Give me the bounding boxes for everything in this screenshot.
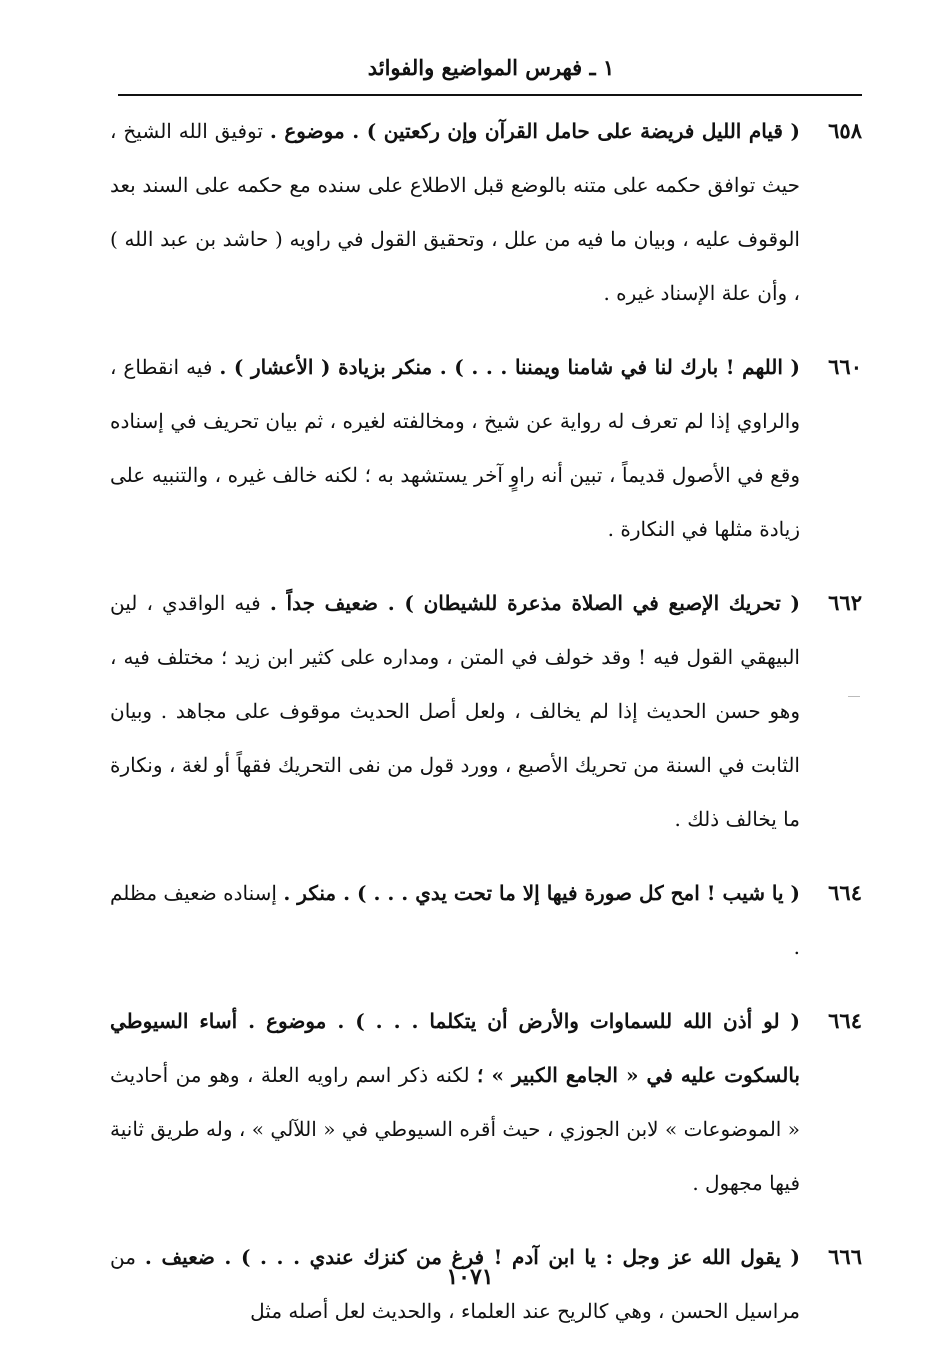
index-entry: [110, 340, 862, 556]
entry-title: ( يا شيب ! امح كل صورة فيها إلا ما تحت يدي . . . ) . منكر .: [283, 881, 801, 905]
entry-body: [110, 340, 800, 556]
entry-title: ( يقول الله عز وجل : يا ابن آدم ! فرغ من كنزك عندي . . . ) . ضعيف .: [144, 1245, 800, 1269]
index-entry: [110, 994, 862, 1210]
entry-number: ٦٦٢: [828, 590, 862, 615]
index-entry: [110, 866, 862, 974]
entry-text: فيه الواقدي ، لين البيهقي القول فيه ! وقد خولف في المتن ، ومداره على كثير ابن زيد ؛ مختلف فيه ، وهو حسن الحديث إذا لم يخالف ، ولعل أصل الحديث موقوف على مجاهد . وبيان الثابت في السنة من تحريك الأصبع ، وورد قول من نفى التحريك فقهاً أو لغة ، ونكارة ما يخالف ذلك .: [110, 591, 801, 831]
entry-number: ٦٦٦: [828, 1244, 862, 1269]
header-rule: [118, 94, 862, 96]
entry-text: إسناده ضعيف مظلم .: [110, 881, 800, 959]
running-header: ١ ـ فهرس المواضيع والفوائد: [367, 55, 615, 80]
entry-title: ( قيام الليل فريضة على حامل القرآن وإن ركعتين ) . موضوع .: [269, 119, 800, 143]
entry-body: [110, 104, 800, 320]
entry-title: ( لو أذن الله للسماوات والأرض أن يتكلما . . . ) . موضوع . أساء السيوطي بالسكوت عليه في « الجامع الكبير » ؛: [110, 1009, 801, 1087]
entry-title: ( اللهم ! بارك لنا في شامنا ويمننا . . . ) . منكر بزيادة ( الأعشار ) .: [219, 355, 800, 379]
entry-text: من مراسيل الحسن ، وهي كالريح عند العلماء ، والحديث لعل أصله مثل: [110, 1245, 800, 1323]
entry-body: [110, 866, 800, 974]
entries-list: [110, 104, 862, 1358]
margin-mark: [848, 696, 860, 697]
entry-number: ٦٦٤: [828, 880, 862, 905]
entry-body: [110, 576, 800, 846]
page-number: ١٠٧١: [446, 1264, 494, 1290]
entry-number: ٦٦٤: [828, 1008, 862, 1033]
entry-number: ٦٥٨: [828, 118, 862, 143]
index-entry: [110, 104, 862, 320]
entry-number: ٦٦٠: [828, 354, 862, 379]
entry-text: فيه انقطاع ، والراوي إذا لم تعرف له رواية عن شيخ ، ومخالفته لغيره ، ثم بيان تحريف في إسناده وقع في الأصول قديماً ، تبين أنه راوٍ آخر يستشهد به ؛ لكنه خالف غيره ، والتنبيه على زيادة مثلها في النكارة .: [110, 355, 800, 541]
entry-text: لكنه ذكر اسم راويه العلة ، وهو من أحاديث « الموضوعات » لابن الجوزي ، حيث أقره السيوطي في « اللآلي » ، وله طريق ثانية فيها مجهول .: [110, 1063, 800, 1195]
entry-body: [110, 994, 800, 1210]
entry-text: توفيق الله الشيخ ، حيث توافق حكمه على متنه بالوضع قبل الاطلاع على سنده مع حكمه على السند بعد الوقوف عليه ، وبيان ما فيه من علل ، وتحقيق القول في راويه ( حاشد بن عبد الله ) ، وأن علة الإسناد غيره .: [110, 119, 800, 305]
index-entry: [110, 576, 862, 846]
entry-title: ( تحريك الإصبع في الصلاة مذعرة للشيطان ) . ضعيف جداً .: [269, 591, 801, 615]
